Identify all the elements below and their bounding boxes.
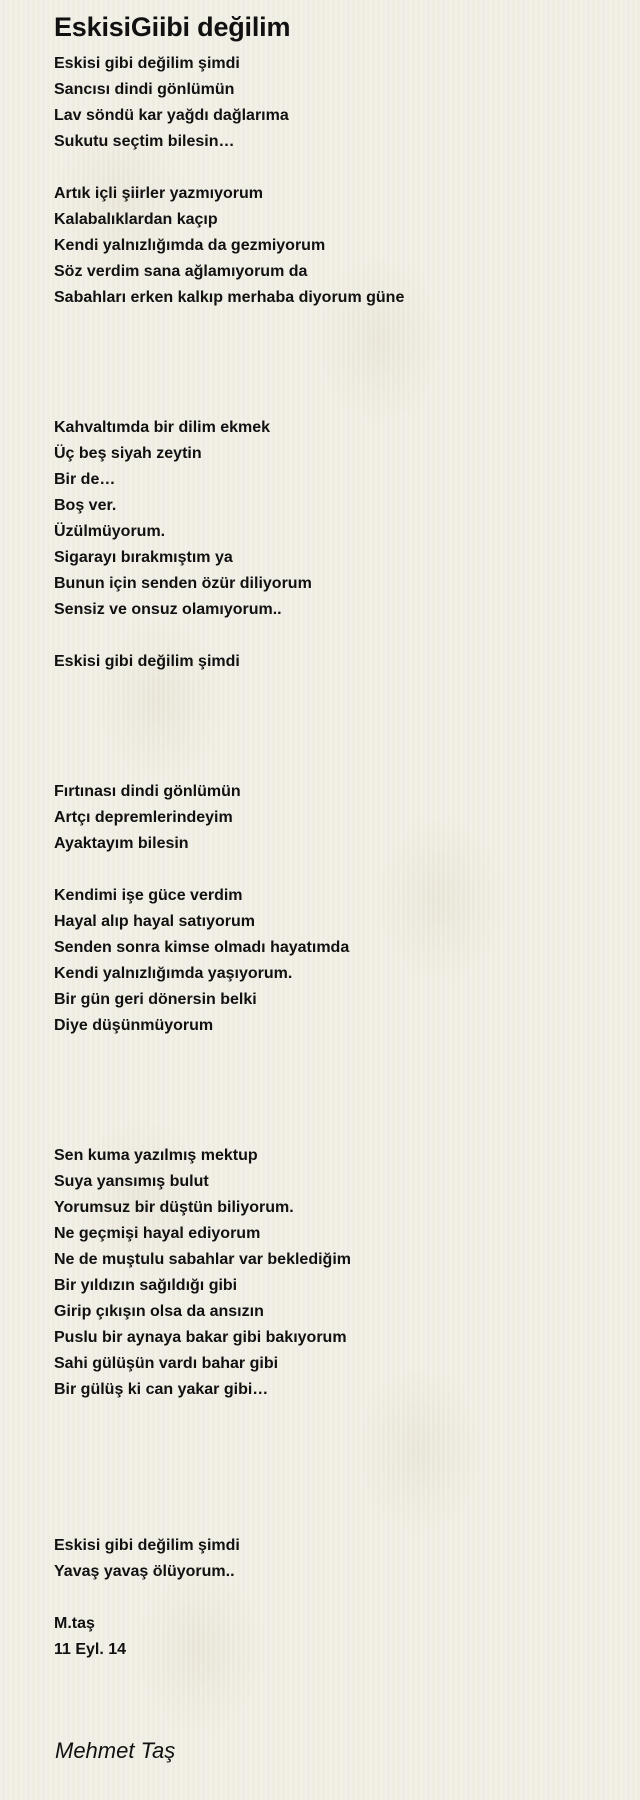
stanza-break	[54, 701, 614, 727]
stanza-break	[54, 155, 614, 181]
stanza-break	[54, 389, 614, 415]
stanza-break	[54, 363, 614, 389]
stanza-break	[54, 1585, 614, 1611]
poem-line: Bir gün geri dönersin belki	[54, 991, 257, 1008]
poem-line: Bir gülüş ki can yakar gibi…	[54, 1381, 269, 1398]
poem-line: Artçı depremlerindeyim	[54, 809, 233, 826]
poem-line: Yorumsuz bir düştün biliyorum.	[54, 1199, 294, 1216]
poem-line: Kahvaltımda bir dilim ekmek	[54, 419, 271, 436]
poem-line: Bir de…	[54, 471, 116, 488]
poem-line: Sensiz ve onsuz olamıyorum..	[54, 601, 282, 618]
poem-line: Eskisi gibi değilim şimdi	[54, 55, 240, 72]
stanza-break	[54, 623, 614, 649]
stanza-break	[54, 1455, 614, 1481]
stanza-break	[54, 1117, 614, 1143]
author-name[interactable]: Mehmet Taş	[55, 1738, 176, 1763]
stanza-break	[54, 311, 614, 337]
poem-line: Fırtınası dindi gönlümün	[54, 783, 241, 800]
stanza-break	[54, 1065, 614, 1091]
poem-line: Kalabalıklardan kaçıp	[54, 211, 218, 228]
poem-line: Üç beş siyah zeytin	[54, 445, 202, 462]
stanza-break	[54, 1403, 614, 1429]
poem-line: Artık içli şiirler yazmıyorum	[54, 185, 263, 202]
poem-line: Bir yıldızın sağıldığı gibi	[54, 1277, 238, 1294]
poem-line: Ne de muştulu sabahlar var beklediğim	[54, 1251, 351, 1268]
poem-line: 11 Eyl. 14	[54, 1641, 127, 1658]
poem-line: Eskisi gibi değilim şimdi	[54, 653, 240, 670]
poem-line: Kendi yalnızlığımda da gezmiyorum	[54, 237, 326, 254]
poem-line: Sigarayı bırakmıştım ya	[54, 549, 233, 566]
poem-line: M.taş	[54, 1615, 95, 1632]
poem-line: Söz verdim sana ağlamıyorum da	[54, 263, 308, 280]
poem-line: Diye düşünmüyorum	[54, 1017, 214, 1034]
poem-line: Bunun için senden özür diliyorum	[54, 575, 312, 592]
stanza-break	[54, 727, 614, 753]
stanza-break	[54, 1039, 614, 1065]
poem-line: Lav söndü kar yağdı dağlarıma	[54, 107, 289, 124]
poem-line: Sukutu seçtim bilesin…	[54, 133, 235, 150]
stanza-break	[54, 857, 614, 883]
poem-line: Sahi gülüşün vardı bahar gibi	[54, 1355, 279, 1372]
poem-line: Üzülmüyorum.	[54, 523, 166, 540]
poem-body	[54, 51, 614, 1663]
poem-line: Hayal alıp hayal satıyorum	[54, 913, 255, 930]
poem-line: Yavaş yavaş ölüyorum..	[54, 1563, 235, 1580]
poem-line: Suya yansımış bulut	[54, 1173, 209, 1190]
poem-line: Sabahları erken kalkıp merhaba diyorum güne	[54, 289, 405, 306]
stanza-break	[54, 1481, 614, 1507]
poem-line: Kendi yalnızlığımda yaşıyorum.	[54, 965, 293, 982]
poem-line: Puslu bir aynaya bakar gibi bakıyorum	[54, 1329, 347, 1346]
poem-line: Girip çıkışın olsa da ansızın	[54, 1303, 264, 1320]
stanza-break	[54, 753, 614, 779]
poem-line: Eskisi gibi değilim şimdi	[54, 1537, 240, 1554]
stanza-break	[54, 1507, 614, 1533]
poem-line: Sancısı dindi gönlümün	[54, 81, 235, 98]
poem-line: Sen kuma yazılmış mektup	[54, 1147, 258, 1164]
stanza-break	[54, 1091, 614, 1117]
poem-line: Ne geçmişi hayal ediyorum	[54, 1225, 261, 1242]
stanza-break	[54, 675, 614, 701]
poem-line: Boş ver.	[54, 497, 117, 514]
poem-line: Kendimi işe güce verdim	[54, 887, 243, 904]
poem-line: Ayaktayım bilesin	[54, 835, 189, 852]
poem-page	[54, 10, 614, 1663]
stanza-break	[54, 1429, 614, 1455]
stanza-break	[54, 337, 614, 363]
poem-line: Senden sonra kimse olmadı hayatımda	[54, 939, 350, 956]
poem-title: EskisiGiibi değilim	[54, 12, 291, 42]
